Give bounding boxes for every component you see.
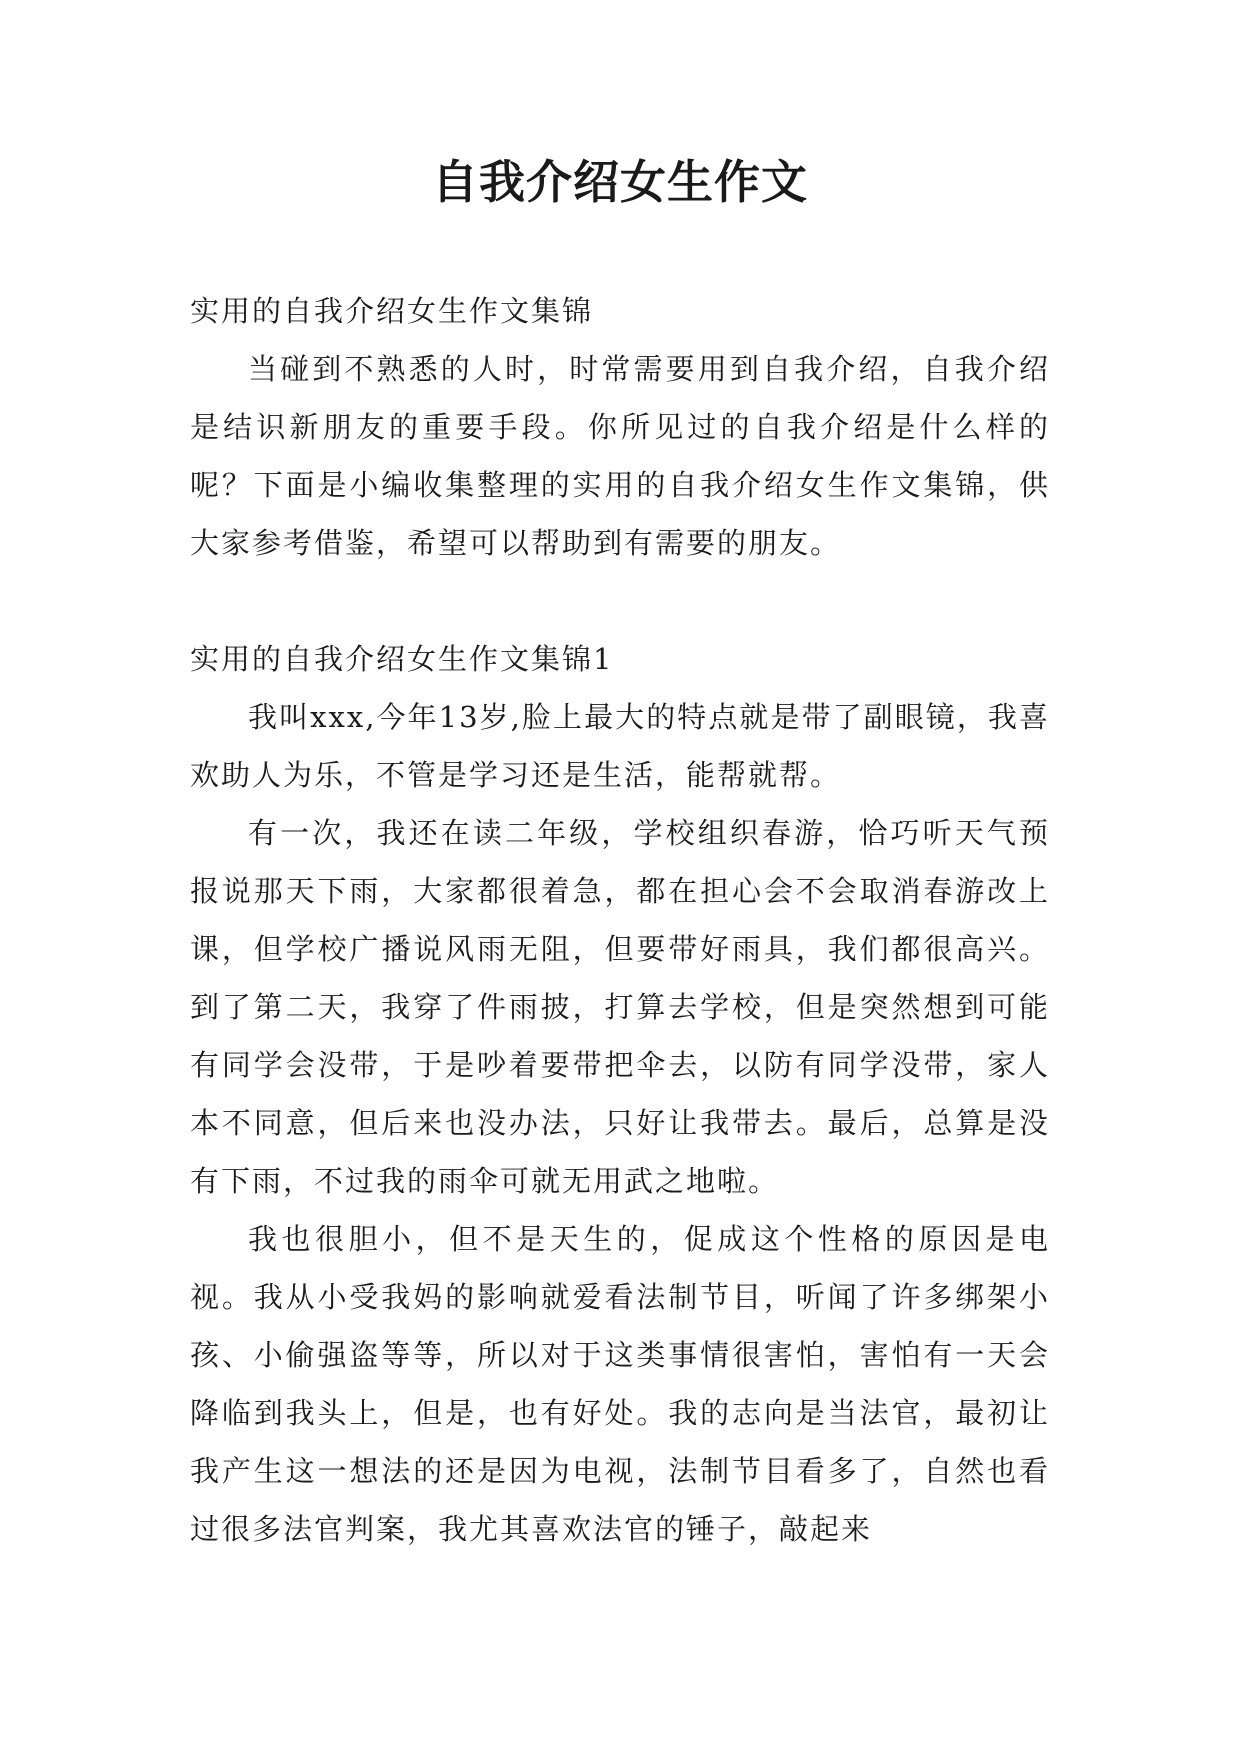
body-paragraph: 有一次，我还在读二年级，学校组织春游，恰巧听天气预报说那天下雨，大家都很着急，都在担心会不会取消春游改上课，但学校广播说风雨无阻，但要带好雨具，我们都很高兴。到了第二天，我穿了件雨披，打算去学校，但是突然想到可能有同学会没带，于是吵着要带把伞去，以防有同学没带，家人本不同意，但后来也没办法，只好让我带去。最后，总算是没有下雨，不过我的雨伞可就无用武之地啦。 — [190, 816, 1050, 1198]
body-paragraph: 我叫xxx,今年13岁,脸上最大的特点就是带了副眼镜，我喜欢助人为乐，不管是学习还是生活，能帮就帮。 — [190, 700, 1050, 792]
section-spacer — [190, 572, 1050, 630]
document-title: 自我介绍女生作文 — [432, 155, 808, 209]
intro-paragraph: 当碰到不熟悉的人时，时常需要用到自我介绍，自我介绍是结识新朋友的重要手段。你所见过的自我介绍是什么样的呢？下面是小编收集整理的实用的自我介绍女生作文集锦，供大家参考借鉴，希望可以帮助到有需要的朋友。 — [190, 352, 1050, 560]
intro-heading: 实用的自我介绍女生作文集锦 — [190, 294, 594, 328]
body-paragraph: 我也很胆小，但不是天生的，促成这个性格的原因是电视。我从小受我妈的影响就爱看法制节目，听闻了许多绑架小孩、小偷强盗等等，所以对于这类事情很害怕，害怕有一天会降临到我头上，但是，也有好处。我的志向是当法官，最初让我产生这一想法的还是因为电视，法制节目看多了，自然也看过很多法官判案，我尤其喜欢法官的锤子，敲起来 — [190, 1222, 1050, 1546]
section-heading: 实用的自我介绍女生作文集锦1 — [190, 642, 614, 676]
document-body — [190, 150, 1050, 1558]
